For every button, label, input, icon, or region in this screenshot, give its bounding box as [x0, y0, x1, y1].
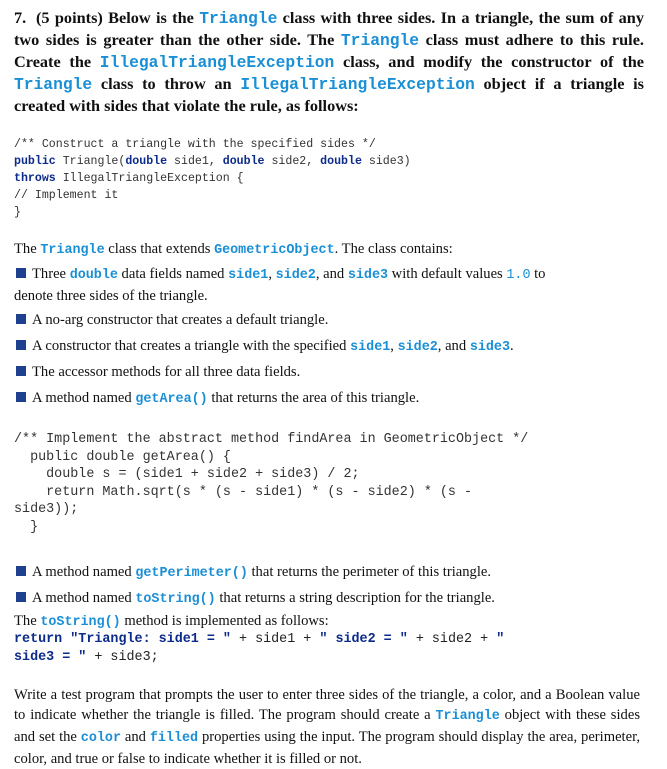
to-string-intro: The toString() method is implemented as follows: — [14, 613, 329, 630]
bullet-get-area: A method named getArea() that returns the area of this triangle. — [16, 389, 419, 409]
bullet-to-string: A method named toString() that returns a string description for the triangle. — [16, 589, 495, 609]
bullet-no-arg-constructor: A no-arg constructor that creates a default triangle. — [16, 311, 328, 330]
bullet-square-icon — [16, 340, 26, 350]
bullet-data-fields-cont: denote three sides of the triangle. — [14, 288, 208, 304]
constructor-code-block: /** Construct a triangle with the specified sides */ public Triangle(double side1, double side2, double side3) throws IllegalTriangleException { // Implement it } — [14, 138, 411, 219]
code-triangle: Triangle — [199, 9, 278, 28]
bullet-square-icon — [16, 392, 26, 402]
question-7: 7. (5 points) Below is the Triangle class with three sides. In a triangle, the sum of any two sides is greater than the other side. The Triangle class must adhere to this rule. Create the IllegalTriangleException class, and modify the constructor of the Triangle class to throw an IllegalTriangleException object if a triangle is created with sides that violate the rule, as follows: — [14, 8, 645, 115]
bullet-data-fields: Three double data fields named side1, side2, and side3 with default values 1.0 to — [16, 265, 644, 285]
test-program-instructions: Write a test program that prompts the user to enter three sides of the triangle, a color, and a Boolean value to indicate whether the triangle is filled. The program should create a Triangle object with these sides and set the color and filled properties using the input. The program should display the area, perimeter, color, and true or false to indicate whether it is filled or not. — [14, 687, 640, 767]
bullet-square-icon — [16, 314, 26, 324]
question-number: 7. — [14, 8, 27, 27]
class-intro: The Triangle class that extends GeometricObject. The class contains: — [14, 241, 453, 258]
get-area-code-block: /** Implement the abstract method findArea in GeometricObject */ public double getArea() { double s = (side1 + side2 + side3) / 2; return Math.sqrt(s * (s - side1) * (s - side2) * (s - side3)); } — [14, 432, 529, 535]
bullet-accessors: The accessor methods for all three data fields. — [16, 363, 300, 382]
bullet-get-perimeter: A method named getPerimeter() that returns the perimeter of this triangle. — [16, 563, 491, 583]
bullet-square-icon — [16, 366, 26, 376]
code-illegal-exception: IllegalTriangleException — [99, 53, 335, 72]
bullet-square-icon — [16, 566, 26, 576]
to-string-code-block: return "Triangle: side1 = " + side1 + " side2 = " + side2 + " side3 = " + side3; — [14, 632, 505, 665]
bullet-square-icon — [16, 268, 26, 278]
bullet-square-icon — [16, 592, 26, 602]
bullet-constructor: A constructor that creates a triangle with the specified side1, side2, and side3. — [16, 337, 514, 357]
